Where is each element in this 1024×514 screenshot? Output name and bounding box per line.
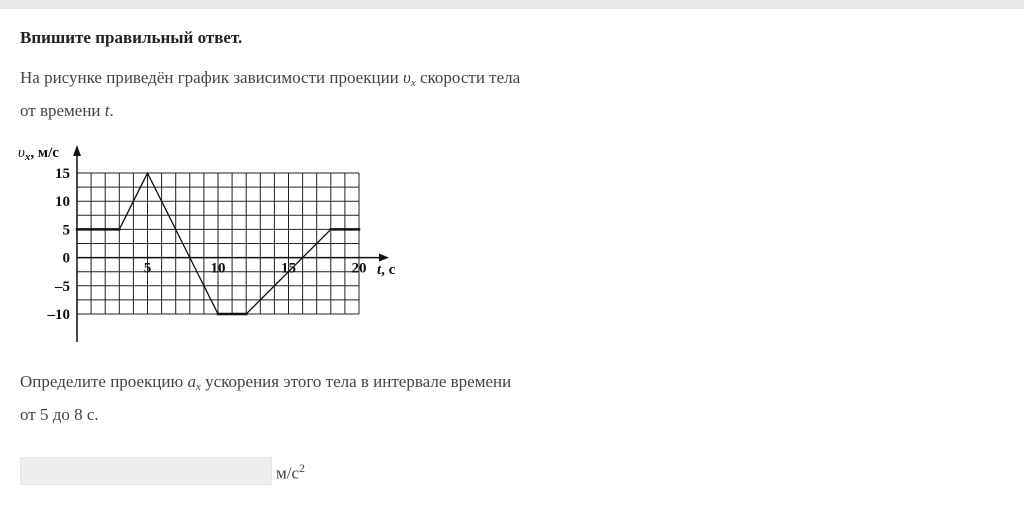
y-tick-label: 15 [55,166,70,182]
x-axis-title [377,262,396,278]
x-tick-label: 5 [143,260,152,277]
task-text [20,368,580,428]
answer-unit [276,461,305,484]
y-tick-label: –5 [55,278,70,295]
question-part3: от времени [20,101,105,120]
x-axis-arrow [379,254,389,262]
top-strip [0,0,1024,9]
velocity-subscript: x [410,77,416,89]
time-symbol: t [104,101,110,120]
task-part1: Определите проекцию [20,372,188,391]
x-tick-label: 10 [210,260,226,277]
velocity-symbol: υ [403,68,411,87]
y-tick-label: 10 [55,194,70,211]
y-tick-label: –10 [47,307,70,323]
answer-unit-text: м/с [276,463,300,483]
question-part4: . [109,101,114,120]
acceleration-subscript: x [195,381,201,393]
question-text [20,64,580,124]
question-part2: скорости тела [415,68,521,87]
x-tick-label: 20 [351,260,367,277]
y-axis-unit: , м/с [30,145,59,161]
answer-unit-power: 2 [299,461,306,475]
y-axis-arrow [73,145,81,156]
question-part1: На рисунке приведён график зависимости проекции [20,68,404,87]
y-tick-label: 5 [62,222,70,239]
instruction-heading: Впишите правильный ответ. [20,28,243,47]
y-axis-title [18,145,59,163]
y-axis-var: υ [18,145,25,161]
task-part2: ускорения этого тела в интервале времени [200,372,512,391]
answer-input[interactable] [20,457,272,485]
task-part3: от 5 до 8 с. [20,405,99,424]
x-tick-label: 15 [281,260,296,277]
y-axis-sub: x [24,151,31,163]
x-axis-unit: , с [381,262,396,278]
y-tick-label: 0 [62,250,70,267]
acceleration-symbol: a [187,372,196,391]
chart-svg [12,140,422,350]
x-axis-var: t [377,262,382,278]
velocity-time-graph [12,140,422,355]
